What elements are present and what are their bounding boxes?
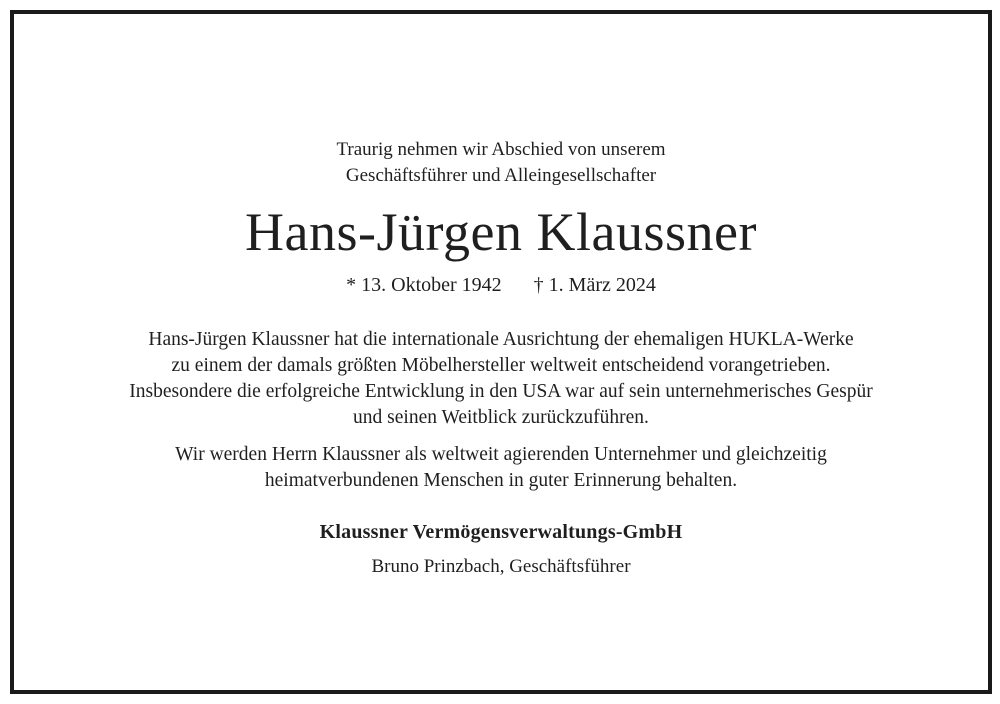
obituary-frame [10, 10, 992, 694]
intro-line-2: Geschäftsführer und Alleingesellschafter [345, 165, 657, 186]
paragraph2-line-1: Wir werden Herrn Klaussner als weltweit agierenden Unternehmer und gleichzeitig [175, 444, 827, 465]
death-date: † 1. März 2024 [533, 274, 656, 296]
paragraph1-line-4: und seinen Weitblick zurückzuführen. [353, 407, 649, 428]
obituary-content [14, 14, 988, 690]
birth-date: * 13. Oktober 1942 [346, 274, 502, 296]
deceased-name: Hans-Jürgen Klaussner [245, 202, 757, 262]
life-dates [14, 272, 988, 298]
intro-line-1: Traurig nehmen wir Abschied von unserem [336, 139, 666, 160]
signer-name: Bruno Prinzbach, Geschäftsführer [371, 556, 631, 577]
company-name: Klaussner Vermögensverwaltungs-GmbH [319, 521, 683, 543]
paragraph1-line-3: Insbesondere die erfolgreiche Entwicklung in den USA war auf sein unternehmerisches Gespür [129, 381, 873, 402]
paragraph1-line-2: zu einem der damals größten Möbelhersteller weltweit entscheidend vorangetrieben. [171, 355, 831, 376]
paragraph2-line-2: heimatverbundenen Menschen in guter Erinnerung behalten. [264, 470, 738, 491]
paragraph1-line-1: Hans-Jürgen Klaussner hat die internationale Ausrichtung der ehemaligen HUKLA-Werke [148, 329, 854, 350]
